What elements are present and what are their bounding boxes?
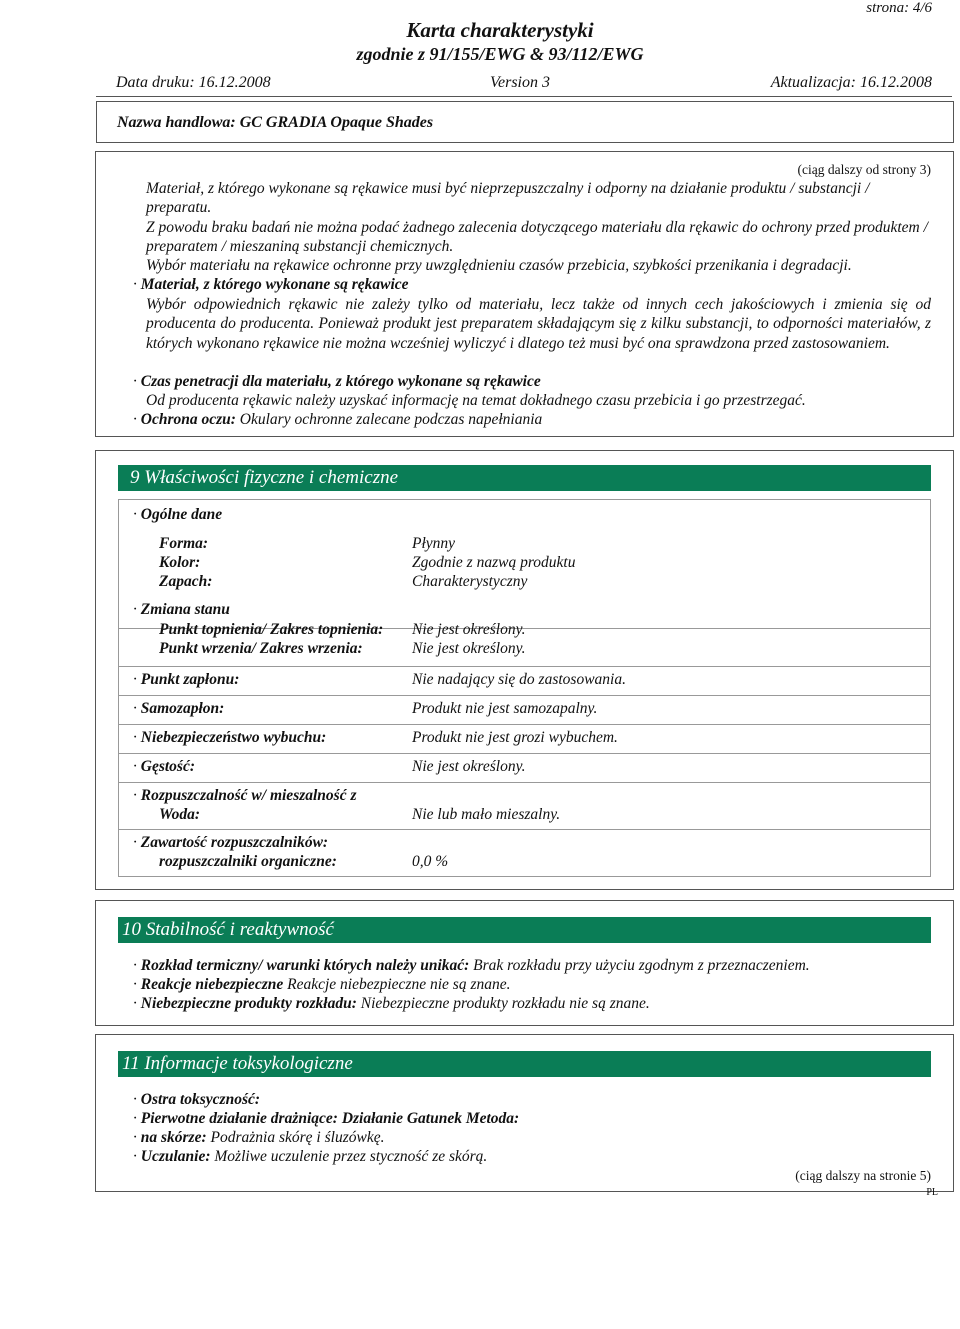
general-label: · Ogólne dane [133,506,223,523]
flash-point: · Punkt zapłonu: Nie nadający się do zastosowania. [118,666,931,696]
autoignition: · Samozapłon: Produkt nie jest samozapalny. [118,695,931,725]
continued-on: (ciąg dalszy na stronie 5) [795,1168,931,1183]
section-11 [95,1034,954,1192]
boiling-label: Punkt wrzenia/ Zakres wrzenia: [159,640,363,657]
sensitization: · Uczulanie: Możliwe uczulenie przez styczność ze skórą. [133,1148,488,1165]
state-change [118,599,931,667]
header-divider [96,96,952,97]
state-change-label: · Zmiana stanu [133,601,230,618]
penetration-heading: · Czas penetracji dla materiału, z którego wykonane są rękawice [133,373,541,390]
melting-value: Nie jest określony. [412,621,526,638]
melting-label: Punkt topnienia/ Zakres topnienia: [159,621,384,638]
gloves-material-heading: · Materiał, z którego wykonane są rękawice [133,276,409,293]
penetration-text: Od producenta rękawic należy uzyskać informację na temat dokładnego czasu przebicia i go przestrzegać. [146,392,806,409]
odor-value: Charakterystyczny [412,573,528,590]
hazardous-decomposition-products: · Niebezpieczne produkty rozkładu: Niebezpieczne produkty rozkładu nie są znane. [133,995,650,1012]
page-number: strona: 4/6 [866,0,932,16]
section-9-title: 9 Właściwości fizyczne i chemiczne [118,465,931,491]
solubility: · Rozpuszczalność w/ mieszalność z Woda: Nie lub mało mieszalny. [118,782,931,830]
update-date: Aktualizacja: 16.12.2008 [770,74,932,91]
color-label: Kolor: [159,554,201,571]
gloves-no-test-text: Z powodu braku badań nie można podać żadnego zalecenia dotyczącego materiału dla rękawic do ochrony przed produktem / preparatem / mieszaniną substancji chemicznych. [146,219,928,256]
language-code: PL [926,1187,938,1198]
product-name: Nazwa handlowa: GC GRADIA Opaque Shades [117,114,434,131]
solvent-content: · Zawartość rozpuszczalników: rozpuszczalniki organiczne: 0,0 % [118,829,931,877]
product-name-box [96,101,954,143]
explosion-hazard: · Niebezpieczeństwo wybuchu: Produkt nie jest grozi wybuchem. [118,724,931,754]
gloves-selection-text: Wybór materiału na rękawice ochronne przy uwzględnieniu czasów przebicia, szybkości przenikania i degradacji. [146,257,852,274]
section-8-continued [95,151,954,437]
gloves-choice-text: Wybór odpowiednich rękawic nie zależy tylko od materiału, lecz także od innych cech jakościowych i zmienia się od producenta do producenta. Ponieważ produkt jest preparatem składającym się z kilku substancji, to odporności materiałów, z których wykonano rękawice nie można wcześniej wyliczyć i dlatego też musi być ona sprawdzona przed zastosowaniem. [146,296,931,352]
acute-toxicity: · Ostra toksyczność: [133,1091,261,1108]
density: · Gęstość: Nie jest określony. [118,753,931,783]
document-subtitle: zgodnie z 91/155/EWG & 93/112/EWG [356,44,644,64]
form-value: Płynny [412,535,456,552]
continued-from: (ciąg dalszy od strony 3) [797,162,931,177]
version: Version 3 [490,74,550,91]
color-value: Zgodnie z nazwą produktu [412,554,576,571]
on-skin: · na skórze: Podrażnia skórę i śluzówkę. [133,1129,385,1146]
primary-irritant-effect: · Pierwotne działanie drażniące: Działanie Gatunek Metoda: [133,1110,520,1127]
section-9 [95,450,954,890]
odor-label: Zapach: [159,573,213,590]
hazardous-reactions: · Reakcje niebezpieczne Reakcje niebezpieczne nie są znane. [133,976,511,993]
section-11-title: 11 Informacje toksykologiczne [118,1051,931,1077]
thermal-decomposition: · Rozkład termiczny/ warunki których należy unikać: Brak rozkładu przy użyciu zgodnym z przeznaczeniem. [133,957,810,974]
section-10-title: 10 Stabilność i reaktywność [118,917,931,943]
eye-protection: · Ochrona oczu: Okulary ochronne zalecane podczas napełniania [133,411,543,428]
gloves-material-text: Materiał, z którego wykonane są rękawice musi być nieprzepuszczalny i odporny na działanie produktu / substancji / preparatu. [146,180,870,217]
document-title: Karta charakterystyki [406,18,594,42]
section-10 [95,900,954,1026]
boiling-value: Nie jest określony. [412,640,526,657]
form-label: Forma: [159,535,209,552]
print-date: Data druku: 16.12.2008 [116,74,271,91]
